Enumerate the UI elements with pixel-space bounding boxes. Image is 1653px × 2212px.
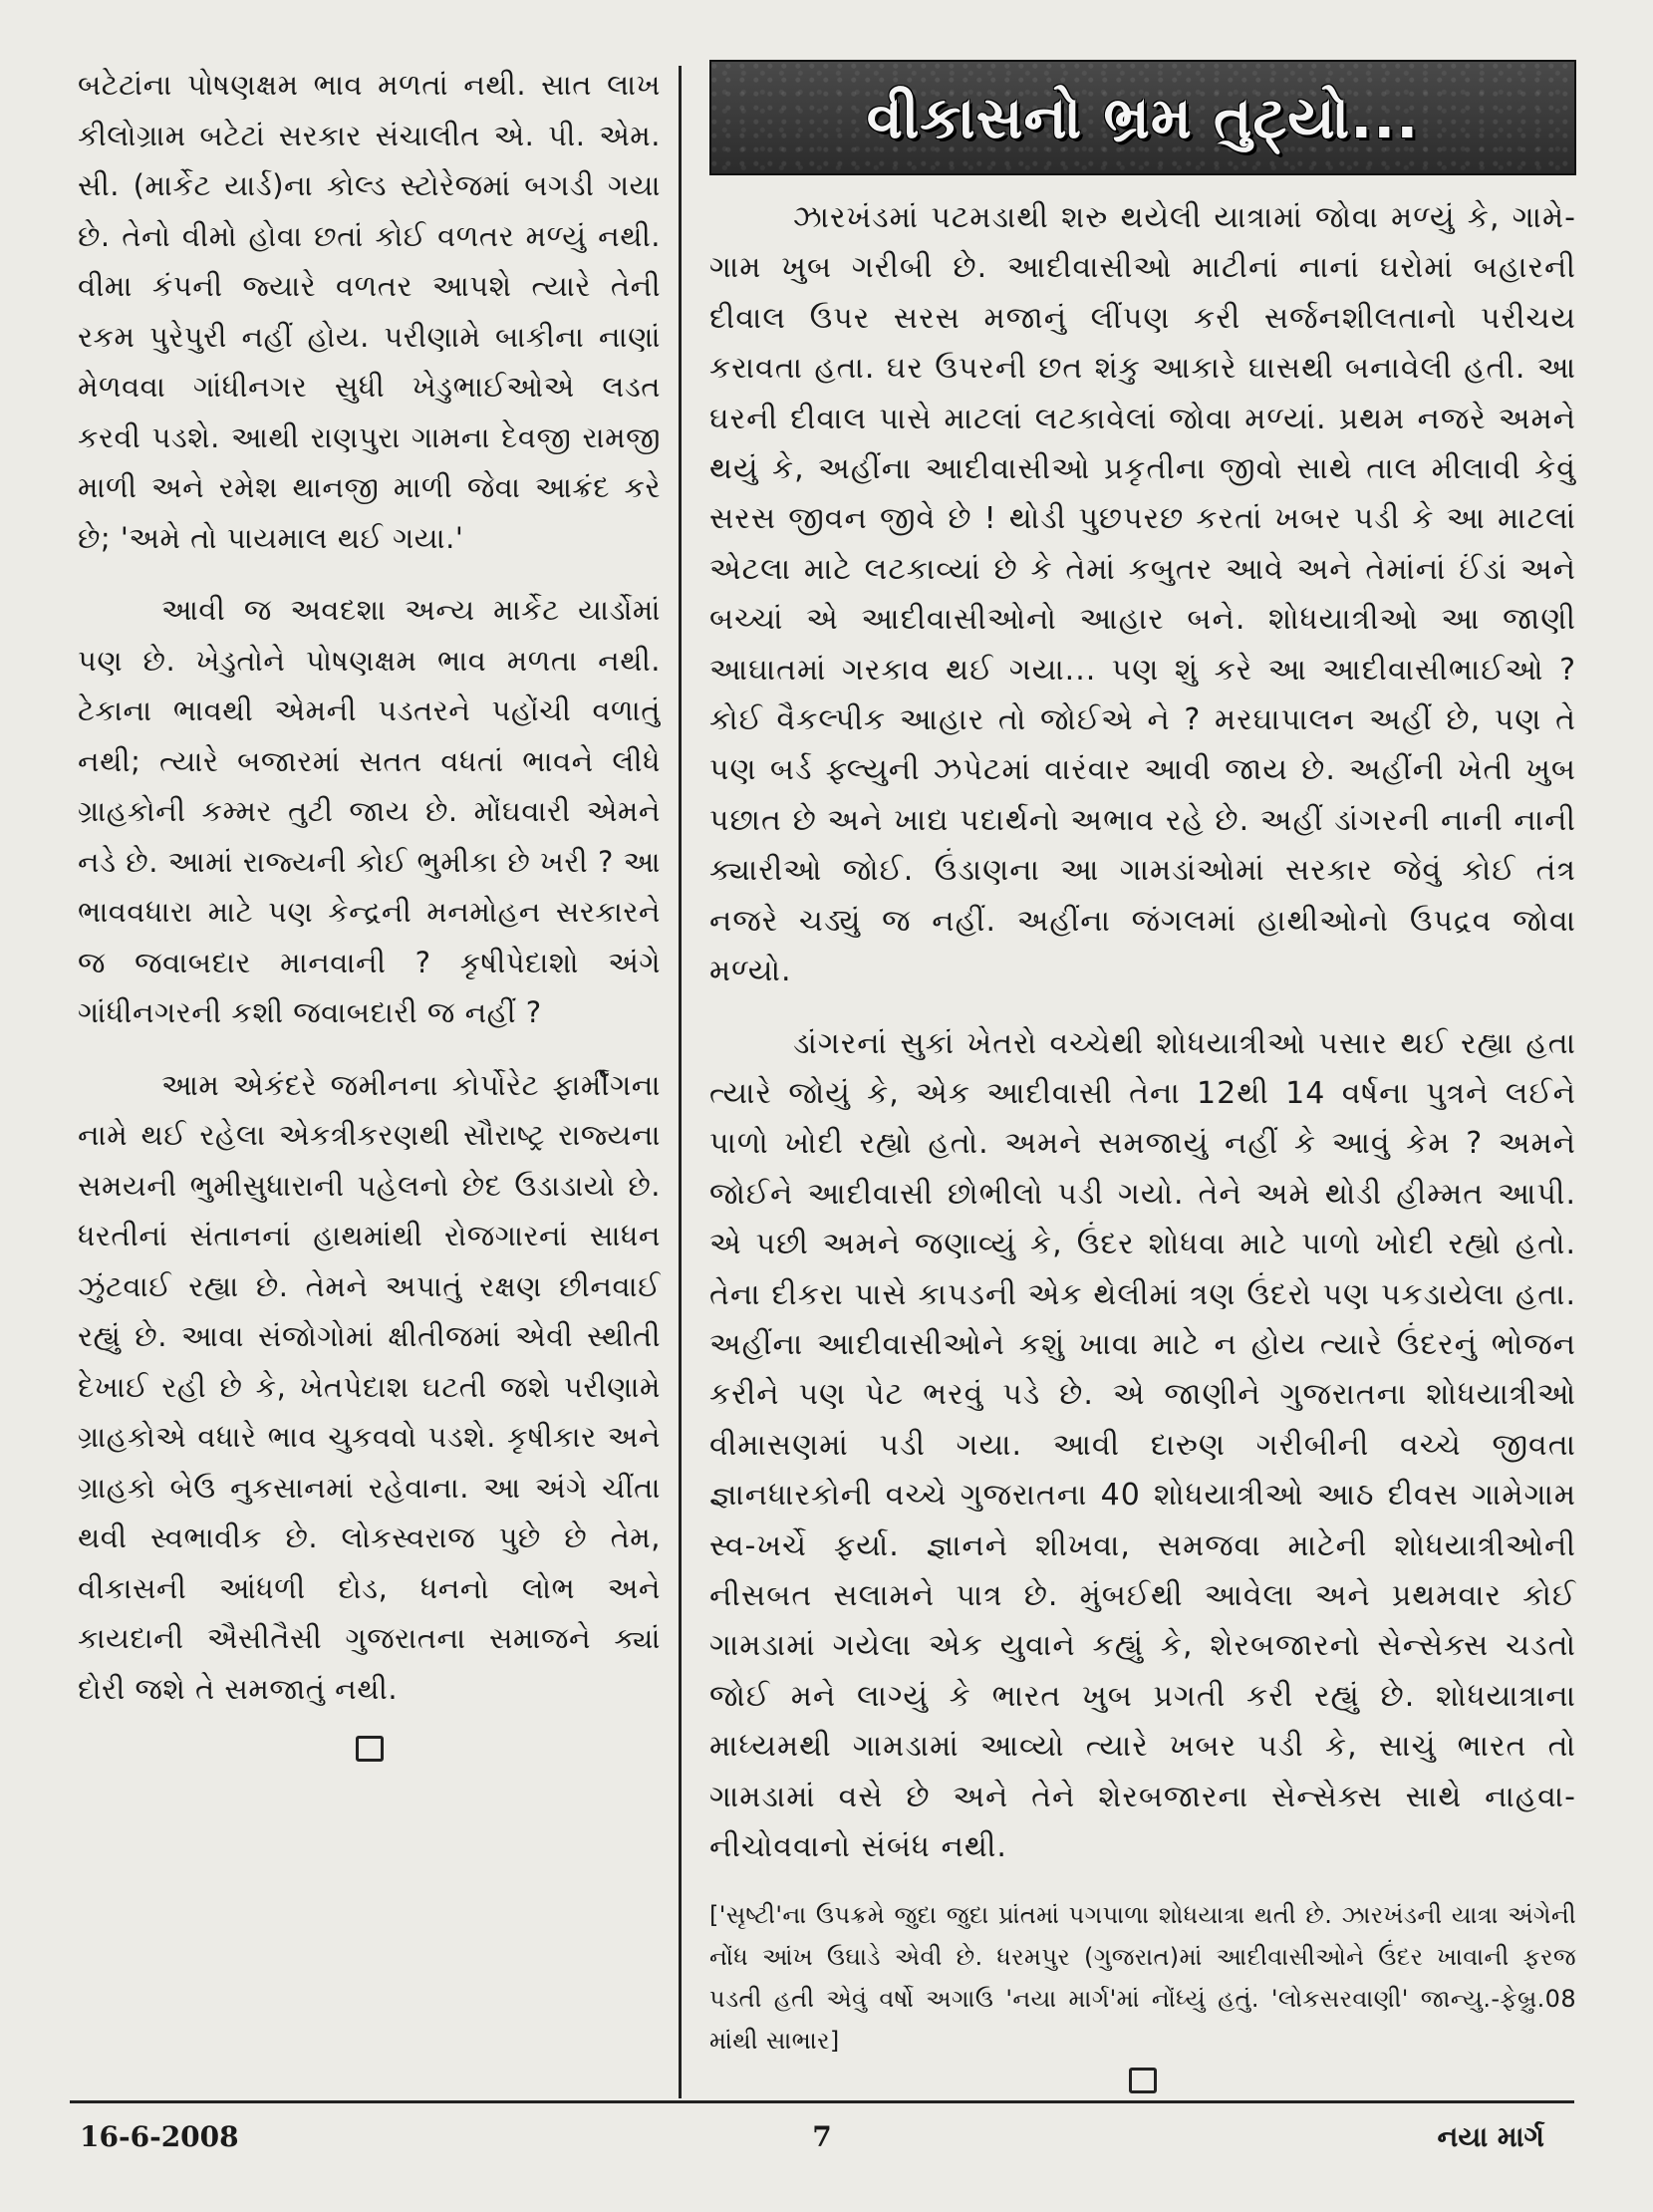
right-paragraph-1: ઝારખંડમાં પટમડાથી શરુ થયેલી યાત્રામાં જોવા મળ્યું કે, ગામે-ગામ ખુબ ગરીબી છે. આદીવાસીઓ માટીનાં નાનાં ઘરોમાં બહારની દીવાલ ઉપર સરસ મજાનું લીંપણ કરી સર્જનશીલતાનો પરીચય કરાવતા હતા. ઘર ઉપરની છત શંકુ આકારે ઘાસથી બનાવેલી હતી. આ ઘરની દીવાલ પાસે માટલાં લટકાવેલાં જોવા મળ્યાં. પ્રથમ નજરે અમને થયું કે, અહીંના આદીવાસીઓ પ્રકૃતીના જીવો સાથે તાલ મીલાવી કેવું સરસ જીવન જીવે છે ! થોડી પુછપરછ કરતાં ખબર પડી કે આ માટલાં એટલા માટે લટકાવ્યાં છે કે તેમાં કબુતર આવે અને તેમાંનાં ઈંડાં અને બચ્ચાં એ આદીવાસીઓનો આહાર બને. શોધયાત્રીઓ આ જાણી આઘાતમાં ગરકાવ થઈ ગયા... પણ શું કરે આ આદીવાસીભાઈઓ ? કોઈ વૈકલ્પીક આહાર તો જોઈએ ને ? મરઘાપાલન અહીં છે, પણ તે પણ બર્ડ ફ્લ્યુની ઝપેટમાં વારંવાર આવી જાય છે. અહીંની ખેતી ખુબ પછાત છે અને ખાદ્ય પદાર્થનો અભાવ રહે છે. અહીં ડાંગરની નાની નાની ક્યારીઓ જોઈ. ઉંડાણના આ ગામડાંઓમાં સરકાર જેવું કોઈ તંત્ર નજરે ચડ્યું જ નહીં. અહીંના જંગલમાં હાથીઓનો ઉપદ્રવ જોવા મળ્યો.	[709, 200, 1576, 989]
right-paragraph-2: ડાંગરનાં સુકાં ખેતરો વચ્ચેથી શોધયાત્રીઓ પસાર થઈ રહ્યા હતા ત્યારે જોયું કે, એક આદીવાસી તેના 12થી 14 વર્ષના પુત્રને લઈને પાળો ખોદી રહ્યો હતો. અમને સમજાયું નહીં કે આવું કેમ ? અમને જોઈને આદીવાસી છોભીલો પડી ગયો. તેને અમે થોડી હીમ્મત આપી. એ પછી અમને જણાવ્યું કે, ઉંદર શોધવા માટે પાળો ખોદી રહ્યો હતો. તેના દીકરા પાસે કાપડની એક થેલીમાં ત્રણ ઉંદરો પણ પકડાયેલા હતા. અહીંના આદીવાસીઓને કશું ખાવા માટે ન હોય ત્યારે ઉંદરનું ભોજન કરીને પણ પેટ ભરવું પડે છે. એ જાણીને ગુજરાતના શોધયાત્રીઓ વીમાસણમાં પડી ગયા. આવી દારુણ ગરીબીની વચ્ચે જીવતા જ્ઞાનધારકોની વચ્ચે ગુજરાતના 40 શોધયાત્રીઓ આઠ દીવસ ગામેગામ સ્વ-ખર્ચે ફર્યા. જ્ઞાનને શીખવા, સમજવા માટેની શોધયાત્રીઓની નીસબત સલામને પાત્ર છે. મુંબઈથી આવેલા અને પ્રથમવાર કોઈ ગામડામાં ગયેલા એક યુવાને કહ્યું કે, શેરબજારનો સેન્સેક્સ ચડતો જોઈ મને લાગ્યું કે ભારત ખુબ પ્રગતી કરી રહ્યું છે. શોધયાત્રાના માધ્યમથી ગામડામાં આવ્યો ત્યારે ખબર પડી કે, સાચું ભારત તો ગામડામાં વસે છે અને તેને શેરબજારના સેન્સેક્સ સાથે નાહવા-નીચોવવાનો સંબંધ નથી.	[709, 1025, 1576, 1864]
article-title: વીકાસનો ભ્રમ તુટ્યો...	[866, 83, 1420, 151]
page-number: 7	[812, 2120, 832, 2153]
left-paragraph-1: બટેટાંના પોષણક્ષમ ભાવ મળતાં નથી. સાત લાખ કીલોગ્રામ બટેટાં સરકાર સંચાલીત એ. પી. એમ. સી. (માર્કેટ યાર્ડ)ના કોલ્ડ સ્ટોરેજમાં બગડી ગયા છે. તેનો વીમો હોવા છતાં કોઈ વળતર મળ્યું નથી. વીમા કંપની જ્યારે વળતર આપશે ત્યારે તેની રકમ પુરેપુરી નહીં હોય. પરીણામે બાકીના નાણાં મેળવવા ગાંધીનગર સુધી ખેડુભાઈઓએ લડત કરવી પડશે. આથી રાણપુરા ગામના દેવજી રામજી માળી અને રમેશ થાનજી માળી જેવા આક્રંદ કરે છે; 'અમે તો પાયમાલ થઈ ગયા.'	[78, 68, 661, 555]
source-note: ['સૃષ્ટી'ના ઉપક્રમે જુદા જુદા પ્રાંતમાં પગપાળા શોધયાત્રા થતી છે. ઝારખંડની યાત્રા અંગેની નોંધ આંખ ઉઘાડે એવી છે. ધરમપુર (ગુજરાત)માં આદીવાસીઓને ઉંદર ખાવાની ફરજ પડતી હતી એવું વર્ષો અગાઉ 'નયા માર્ગ'માં નોંધ્યું હતું. 'લોકસરવાણી' જાન્યુ.-ફેબ્રુ.08 માંથી સાભાર]	[709, 1901, 1576, 2056]
left-paragraph-3: આમ એકંદરે જમીનના કોર્પોરેટ ફાર્મીંગના નામે થઈ રહેલા એકત્રીકરણથી સૌરાષ્ટ્ર રાજ્યના સમયની ભુમીસુધારાની પહેલનો છેદ ઉડાડાયો છે. ધરતીનાં સંતાનનાં હાથમાંથી રોજગારનાં સાધન ઝુંટવાઈ રહ્યા છે. તેમને અપાતું રક્ષણ છીનવાઈ રહ્યું છે. આવા સંજોગોમાં ક્ષીતીજમાં એવી સ્થીતી દેખાઈ રહી છે કે, ખેતપેદાશ ઘટતી જશે પરીણામે ગ્રાહકોએ વધારે ભાવ ચુકવવો પડશે. કૃષીકાર અને ગ્રાહકો બેઉ નુકસાનમાં રહેવાના. આ અંગે ચીંતા થવી સ્વભાવીક છે. લોકસ્વરાજ પુછે છે તેમ, વીકાસની આંધળી દોડ, ધનનો લોભ અને કાયદાની ઐસીતૈસી ગુજરાતના સમાજને ક્યાં દોરી જશે તે સમજાતું નથી.	[78, 1067, 661, 1706]
footer-date: 16-6-2008	[80, 2120, 239, 2153]
left-paragraph-2: આવી જ અવદશા અન્ય માર્કેટ યાર્ડોમાં પણ છે. ખેડુતોને પોષણક્ષમ ભાવ મળતા નથી. ટેકાના ભાવથી એમની પડતરને પહોંચી વળાતું નથી; ત્યારે બજારમાં સતત વધતાં ભાવને લીધે ગ્રાહકોની કમ્મર તુટી જાય છે. મોંઘવારી એમને નડે છે. આમાં રાજ્યની કોઈ ભુમીકા છે ખરી ? આ ભાવવધારા માટે પણ કેન્દ્રની મનમોહન સરકારને જ જવાબદાર માનવાની ? કૃષીપેદાશો અંગે ગાંધીનગરની કશી જવાબદારી જ નહીં ?	[78, 593, 661, 1029]
page-footer	[70, 2120, 1574, 2170]
left-column	[78, 60, 661, 1762]
end-of-article-mark	[356, 1736, 384, 1762]
article-title-banner	[709, 60, 1576, 175]
right-column	[709, 60, 1576, 2093]
end-of-article-mark	[1129, 2068, 1157, 2093]
column-divider	[679, 66, 682, 2098]
footer-rule	[70, 2100, 1574, 2103]
magazine-name: નયા માર્ગ	[1437, 2120, 1544, 2153]
